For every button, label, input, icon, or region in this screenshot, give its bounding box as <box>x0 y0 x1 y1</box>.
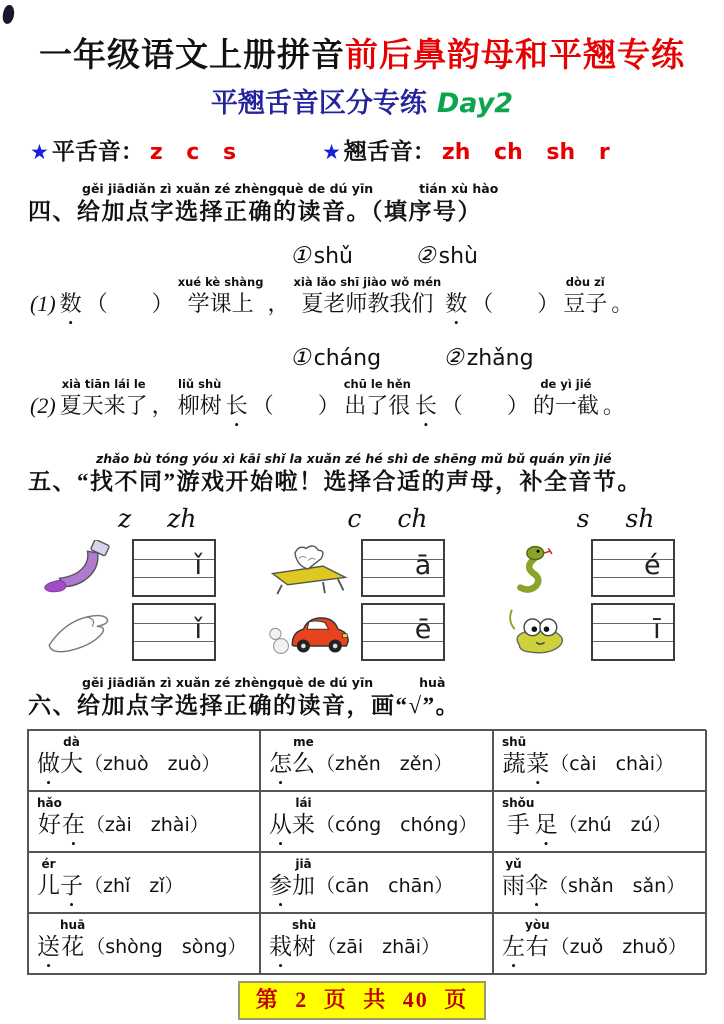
title-red-part: 前后鼻韵母和平翘专练 <box>345 38 685 74</box>
base-character: 雨 <box>502 873 525 898</box>
character-stack <box>60 735 83 778</box>
option-number: ① <box>290 345 311 370</box>
answer-table-cell <box>260 852 493 913</box>
option-number: ② <box>414 243 436 268</box>
pronunciation-choices: （zuǒ zhuǒ） <box>550 936 687 958</box>
base-character: 好 <box>37 812 61 837</box>
pinyin-annotation: hǎo <box>37 796 62 810</box>
pronunciation-choices: （shòng sòng） <box>86 936 247 958</box>
text-segment <box>267 289 289 318</box>
text-segment <box>152 391 174 420</box>
match-item-paper <box>36 603 265 661</box>
pronunciation-choices: （zhuò zuò） <box>84 753 221 775</box>
reading-option <box>290 344 381 372</box>
section-five-heading: 五、“找不同”游戏开始啦！选择合适的声母，补全音节。 <box>28 469 642 494</box>
base-text: 豆子 <box>563 291 608 316</box>
pinyin-annotation: huā <box>60 918 86 932</box>
pinyin-annotation <box>62 796 85 811</box>
pinyin-annotation <box>526 735 549 750</box>
match-item-car <box>265 603 494 661</box>
pinyin-annotation <box>37 918 60 933</box>
base-text: 。 <box>611 291 634 316</box>
answer-table-cell <box>260 913 493 974</box>
option-pinyin: shù <box>438 244 478 269</box>
pinyin-annotation: liǔ shù <box>178 377 222 391</box>
matching-row-2 <box>36 603 724 661</box>
base-character: 树 <box>292 934 316 959</box>
text-segment <box>226 391 248 420</box>
base-text: (1) <box>30 291 56 316</box>
question1-sentence <box>0 275 724 329</box>
character-stack <box>525 857 548 900</box>
pinyin-annotation: dòu zǐ <box>565 275 605 289</box>
answer-table-cell <box>28 791 260 852</box>
character-stack <box>525 918 550 961</box>
text-segment <box>60 289 82 318</box>
dotted-character: 左 <box>502 934 525 959</box>
ruby-text-segment <box>293 275 441 318</box>
snake-image <box>495 540 583 596</box>
grid-vowel: ǐ <box>194 614 202 646</box>
base-character: 加 <box>292 873 315 898</box>
pinyin-annotation <box>525 857 548 872</box>
pronunciation-choices: （zāi zhāi） <box>317 936 441 958</box>
base-text: 夏老师教我们 <box>301 291 434 316</box>
curled-tongue-group <box>322 137 610 167</box>
scan-artifact-mark <box>1 4 16 25</box>
letter-option: ch <box>397 504 428 533</box>
base-character: 右 <box>525 934 549 959</box>
dotted-character: 长 <box>414 393 437 418</box>
day-badge: Day2 <box>436 88 514 119</box>
flat-tongue-group <box>30 137 236 167</box>
page-subtitle <box>0 86 724 121</box>
pronunciation-choices: （shǎn sǎn） <box>549 875 686 897</box>
pinyin-tail: tián xù hào <box>419 181 499 196</box>
base-text: （ ） <box>251 393 340 418</box>
pinyin-annotation <box>37 735 60 750</box>
option-pinyin: cháng <box>313 346 382 371</box>
sound-matching-area <box>0 505 724 661</box>
character-stack <box>292 918 316 961</box>
base-character: 么 <box>292 751 315 776</box>
base-text: 出了很 <box>344 393 411 418</box>
letter-option: sh <box>625 504 655 533</box>
ruby-text-segment <box>563 275 607 318</box>
section-four-heading: 四、给加点字选择正确的读音。（填序号） <box>28 199 482 224</box>
section-six-pinyin-caption <box>0 675 724 691</box>
text-segment <box>441 391 529 420</box>
pronunciation-choices: （zhěn zěn） <box>316 753 453 775</box>
pinyin-annotation <box>534 796 557 811</box>
ruby-text-segment <box>178 377 222 420</box>
pinyin-annotation: shǒu <box>502 796 535 810</box>
letter-option: s <box>576 504 590 533</box>
base-text: （ ） <box>440 393 529 418</box>
tone-legend <box>0 137 724 167</box>
ruby-text-segment <box>60 377 148 420</box>
pinyin-grid-box <box>591 603 675 661</box>
pronunciation-choices: （zhǐ zǐ） <box>84 875 184 897</box>
base-text: 的一截 <box>532 393 599 418</box>
grid-vowel: ī <box>653 614 661 646</box>
option-pinyin: zhǎng <box>466 346 534 371</box>
answer-table-cell <box>493 730 707 791</box>
pinyin-annotation: de yì jié <box>540 377 592 391</box>
curled-tongue-label: 翘舌音： <box>343 139 436 164</box>
character-stack <box>292 857 315 900</box>
question2-options <box>290 344 724 372</box>
pinyin-grid-box <box>591 539 675 597</box>
dotted-character: 子 <box>60 873 83 898</box>
flat-tongue-letters: z c s <box>149 139 237 165</box>
pinyin-annotation: xué kè shàng <box>177 275 264 289</box>
dotted-character: 参 <box>269 873 292 898</box>
pronunciation-choices: （cóng chóng） <box>316 814 478 836</box>
question2-sentence <box>0 377 724 431</box>
pinyin-grid-box <box>361 603 445 661</box>
star-icon: ★ <box>30 140 49 164</box>
text-segment <box>471 289 559 318</box>
answer-table <box>27 729 706 975</box>
base-character: 蔬 <box>502 751 526 776</box>
section-six-heading: 六、给加点字选择正确的读音，画“√”。 <box>28 693 461 718</box>
pinyin-tail: huà <box>419 675 446 690</box>
pinyin-annotation: xià lǎo shī jiào wǒ mén <box>293 275 442 289</box>
ruby-text-segment <box>178 275 264 318</box>
section-four-pinyin-caption <box>0 181 724 197</box>
dotted-character: 送 <box>37 934 60 959</box>
dotted-character: 在 <box>61 812 85 837</box>
letter-option: zh <box>167 504 197 533</box>
text-segment <box>86 289 174 318</box>
dotted-character: 怎 <box>269 751 292 776</box>
character-stack <box>269 735 292 778</box>
ruby-text-segment <box>533 377 599 420</box>
match-item-purple-paint <box>36 539 265 597</box>
reading-option <box>290 242 353 270</box>
text-segment <box>30 289 56 318</box>
ruby-text-segment <box>344 377 411 420</box>
pronunciation-choices: （zhú zú） <box>558 814 672 836</box>
pinyin-annotation: yǔ <box>505 857 522 871</box>
pinyin-annotation: lái <box>295 796 312 810</box>
character-stack <box>60 918 85 961</box>
base-character: 手 <box>506 812 530 837</box>
pinyin-annotation <box>269 796 292 811</box>
question1-options <box>290 242 724 270</box>
pronunciation-choices: （cài chài） <box>550 753 675 775</box>
answer-table-cell <box>493 791 707 852</box>
grid-vowel: é <box>644 550 661 582</box>
pinyin-grid-box <box>361 539 445 597</box>
character-stack <box>269 796 292 839</box>
dotted-character: 数 <box>445 291 468 316</box>
character-stack <box>502 857 525 900</box>
paper-scroll-image <box>36 604 124 660</box>
page-title <box>0 36 724 76</box>
text-segment <box>611 289 633 318</box>
match-item-silkworm <box>495 603 724 661</box>
grid-line <box>363 623 443 624</box>
pinyin-annotation <box>269 735 292 750</box>
character-stack <box>37 857 60 900</box>
cloth-wiping-table-image <box>265 540 353 596</box>
character-stack <box>502 796 534 839</box>
grid-line <box>363 559 443 560</box>
base-text: 柳树 <box>177 393 222 418</box>
reading-option <box>415 242 478 270</box>
pinyin-annotation: chū le hěn <box>343 377 411 391</box>
character-stack <box>60 857 83 900</box>
dotted-character: 足 <box>534 812 558 837</box>
option-number: ① <box>290 243 311 268</box>
grid-line <box>593 559 673 560</box>
base-text: （ ） <box>471 291 560 316</box>
letters-s-sh <box>495 505 724 533</box>
option-pinyin: shǔ <box>313 244 353 269</box>
matching-row-1 <box>36 539 724 597</box>
dotted-character: 做 <box>37 751 60 776</box>
initial-letter-labels <box>36 505 724 533</box>
pronunciation-choices: （zài zhài） <box>85 814 209 836</box>
grid-vowel: ā <box>414 550 432 582</box>
character-stack <box>37 735 60 778</box>
base-character: 来 <box>292 812 315 837</box>
text-segment <box>445 289 467 318</box>
base-character: 大 <box>60 751 83 776</box>
text-segment <box>30 391 56 420</box>
pinyin-annotation: xià tiān lái le <box>61 377 146 391</box>
character-stack <box>269 918 292 961</box>
character-stack <box>526 735 549 778</box>
base-character: 花 <box>61 934 85 959</box>
pinyin-annotation: ér <box>41 857 56 871</box>
dotted-character: 数 <box>59 291 82 316</box>
character-stack <box>502 918 525 961</box>
character-stack <box>534 796 557 839</box>
text-segment <box>415 391 437 420</box>
pinyin-annotation: shū <box>502 735 527 749</box>
dotted-character: 栽 <box>269 934 292 959</box>
pinyin-annotation: dà <box>63 735 80 749</box>
silkworm-image <box>495 604 583 660</box>
letter-option: z <box>118 504 132 533</box>
character-stack <box>269 857 292 900</box>
paint-tube-image <box>36 540 124 596</box>
grid-vowel: ǐ <box>194 550 202 582</box>
option-number: ② <box>443 345 464 370</box>
pinyin-annotation <box>502 918 525 933</box>
star-icon: ★ <box>322 140 341 164</box>
pinyin-text: gěi jiādiǎn zì xuǎn zé zhèngquè de dú yīn <box>82 181 374 196</box>
text-segment <box>603 391 625 420</box>
flat-tongue-label: 平舌音： <box>51 139 144 164</box>
base-text: ， <box>151 393 174 418</box>
dotted-character: 长 <box>225 393 248 418</box>
letters-z-zh <box>36 505 265 533</box>
pinyin-grid-box <box>132 539 216 597</box>
pinyin-annotation <box>60 857 83 872</box>
letters-c-ch <box>265 505 494 533</box>
base-text: 。 <box>602 393 625 418</box>
grid-line <box>593 577 673 578</box>
pinyin-annotation: me <box>293 735 314 749</box>
character-stack <box>37 796 62 839</box>
match-item-wiping <box>265 539 494 597</box>
page-number-badge: 第 2 页 共 40 页 <box>238 981 487 1020</box>
answer-table-cell <box>260 791 493 852</box>
base-text: (2) <box>30 393 56 418</box>
grid-line <box>363 641 443 642</box>
base-text: ， <box>267 291 290 316</box>
pronunciation-choices: （cān chān） <box>316 875 454 897</box>
pinyin-annotation: shù <box>292 918 317 932</box>
base-character: 儿 <box>37 873 60 898</box>
answer-table-cell <box>28 730 260 791</box>
subtitle-text: 平翘舌音区分专练 <box>210 88 427 118</box>
character-stack <box>292 735 315 778</box>
answer-table-cell <box>28 852 260 913</box>
grid-vowel: ē <box>414 614 432 646</box>
pinyin-text: gěi jiādiǎn zì xuǎn zé zhèngquè de dú yīn <box>82 675 374 690</box>
text-segment <box>252 391 340 420</box>
base-text: 学课上 <box>187 291 254 316</box>
reading-option <box>443 344 534 372</box>
dotted-character: 从 <box>269 812 292 837</box>
pinyin-annotation <box>269 857 292 872</box>
pinyin-grid-box <box>132 603 216 661</box>
grid-line <box>363 577 443 578</box>
letter-option: c <box>347 504 362 533</box>
character-stack <box>62 796 85 839</box>
character-stack <box>292 796 315 839</box>
pinyin-annotation <box>269 918 292 933</box>
answer-table-cell <box>493 913 707 974</box>
section-five-pinyin-caption: zhǎo bù tóng yóu xì kāi shǐ la xuǎn zé hé shì de shēng mǔ bǔ quán yīn jié <box>96 451 612 466</box>
pinyin-annotation: yòu <box>525 918 550 932</box>
dotted-character: 菜 <box>526 751 550 776</box>
base-text: （ ） <box>85 291 174 316</box>
answer-table-cell <box>493 852 707 913</box>
red-car-image <box>265 604 353 660</box>
title-black-part: 一年级语文上册拼音 <box>39 38 345 74</box>
match-item-snake <box>495 539 724 597</box>
character-stack <box>37 918 60 961</box>
answer-table-cell <box>260 730 493 791</box>
dotted-character: 伞 <box>525 873 548 898</box>
answer-table-cell <box>28 913 260 974</box>
base-text: 夏天来了 <box>59 393 148 418</box>
pinyin-annotation: jiā <box>295 857 312 871</box>
character-stack <box>502 735 526 778</box>
curled-tongue-letters: zh ch sh r <box>441 139 610 165</box>
